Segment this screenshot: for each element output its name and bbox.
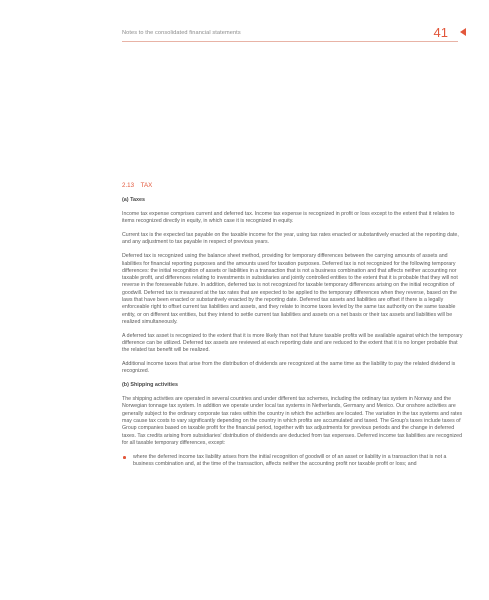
paragraph-a-4: A deferred tax asset is recognized to the extent that it is more likely than not that future taxable profits will be available against which the temporary difference can be utilized. Deferred tax assets are reviewed at each reporting date and are reduced to the extent that it is no longer probable that the related tax benefit will be realized.	[122, 332, 463, 354]
paragraph-a-2: Current tax is the expected tax payable on the taxable income for the year, using tax rates enacted or substantively enacted at the reporting date, and any adjustment to tax payable in respect of previous years.	[122, 232, 459, 246]
document-body	[122, 182, 464, 468]
header-title: Notes to the consolidated financial statements	[122, 30, 241, 36]
list-item	[122, 454, 464, 469]
paragraph-a-3: Deferred tax is recognized using the balance sheet method, providing for temporary differences between the carrying amounts of assets and liabilities for financial reporting purposes and the amounts used for taxation purposes. Deferred tax is not recognized for the following temporary differences: the initial recognition of assets or liabilities in a transaction that is not a business combination and that affects neither accounting nor taxable profit, and differences relating to investments in subsidiaries and jointly controlled entities to the extent that it is probable that they will not reverse in the foreseeable future. In addition, deferred tax is not recognized for taxable temporary differences arising on the initial recognition of goodwill. Deferred tax is measured at the tax rates that are expected to be applied to the temporary differences when they reverse, based on the laws that have been enacted or substantively enacted by the reporting date. Deferred tax assets and liabilities are offset if there is a legally enforceable right to offset current tax liabilities and assets, and they relate to income taxes levied by the same tax authority on the same taxable entity, or on different tax entities, but they intend to settle current tax liabilities and assets on a net basis or their tax assets and liabilities will be realized simultaneously.	[122, 253, 458, 325]
subsection-b-heading: (b) Shipping activities	[122, 382, 179, 389]
bullet-icon	[123, 456, 126, 459]
paragraph-a-5: Additional income taxes that arise from the distribution of dividends are recognized at the same time as the liability to pay the related dividend is recognized.	[122, 361, 456, 375]
page-arrow-icon	[460, 28, 466, 36]
page-number: 41	[433, 25, 448, 40]
page-header	[122, 25, 466, 42]
bullet-list	[122, 454, 464, 469]
section-title: TAX	[140, 182, 153, 189]
paragraph-a-1: Income tax expense comprises current and deferred tax. Income tax expense is recognized in profit or loss except to the extent that it relates to items recognized directly in equity, in which case it is recognized in equity.	[122, 211, 455, 225]
header-divider	[122, 41, 458, 42]
paragraph-b-1: The shipping activities are operated in several countries and under different tax schemes, including the ordinary tax system in Norway and the Norwegian tonnage tax system. In addition we operate under local tax systems in Netherlands, Germany and Mexico. Our onshore activities are generally subject to the ordinary corporate tax rates within the country in which the activities are located. The variation in the tax systems and rates may cause tax costs to vary significantly depending on the country in which profits are accumulated and taxed. The Group's taxes include taxes of Group companies based on taxable profit for the financial period, together with tax adjustments for previous periods and the change in deferred taxes. Tax credits arising from subsidiaries' distribution of dividends are deducted from tax expenses. Deferred income tax liabilities are recognized for all taxable temporary differences, except:	[122, 396, 463, 446]
bullet-text: where the deferred income tax liability arises from the initial recognition of goodwill or of an asset or liability in a transaction that is not a business combination and, at the time of the transaction, affects neither the accounting profit nor taxable profit or loss; and	[133, 453, 447, 467]
subsection-a-heading: (a) Taxes	[122, 197, 145, 204]
section-heading	[122, 182, 464, 189]
section-number: 2.13	[122, 182, 135, 189]
